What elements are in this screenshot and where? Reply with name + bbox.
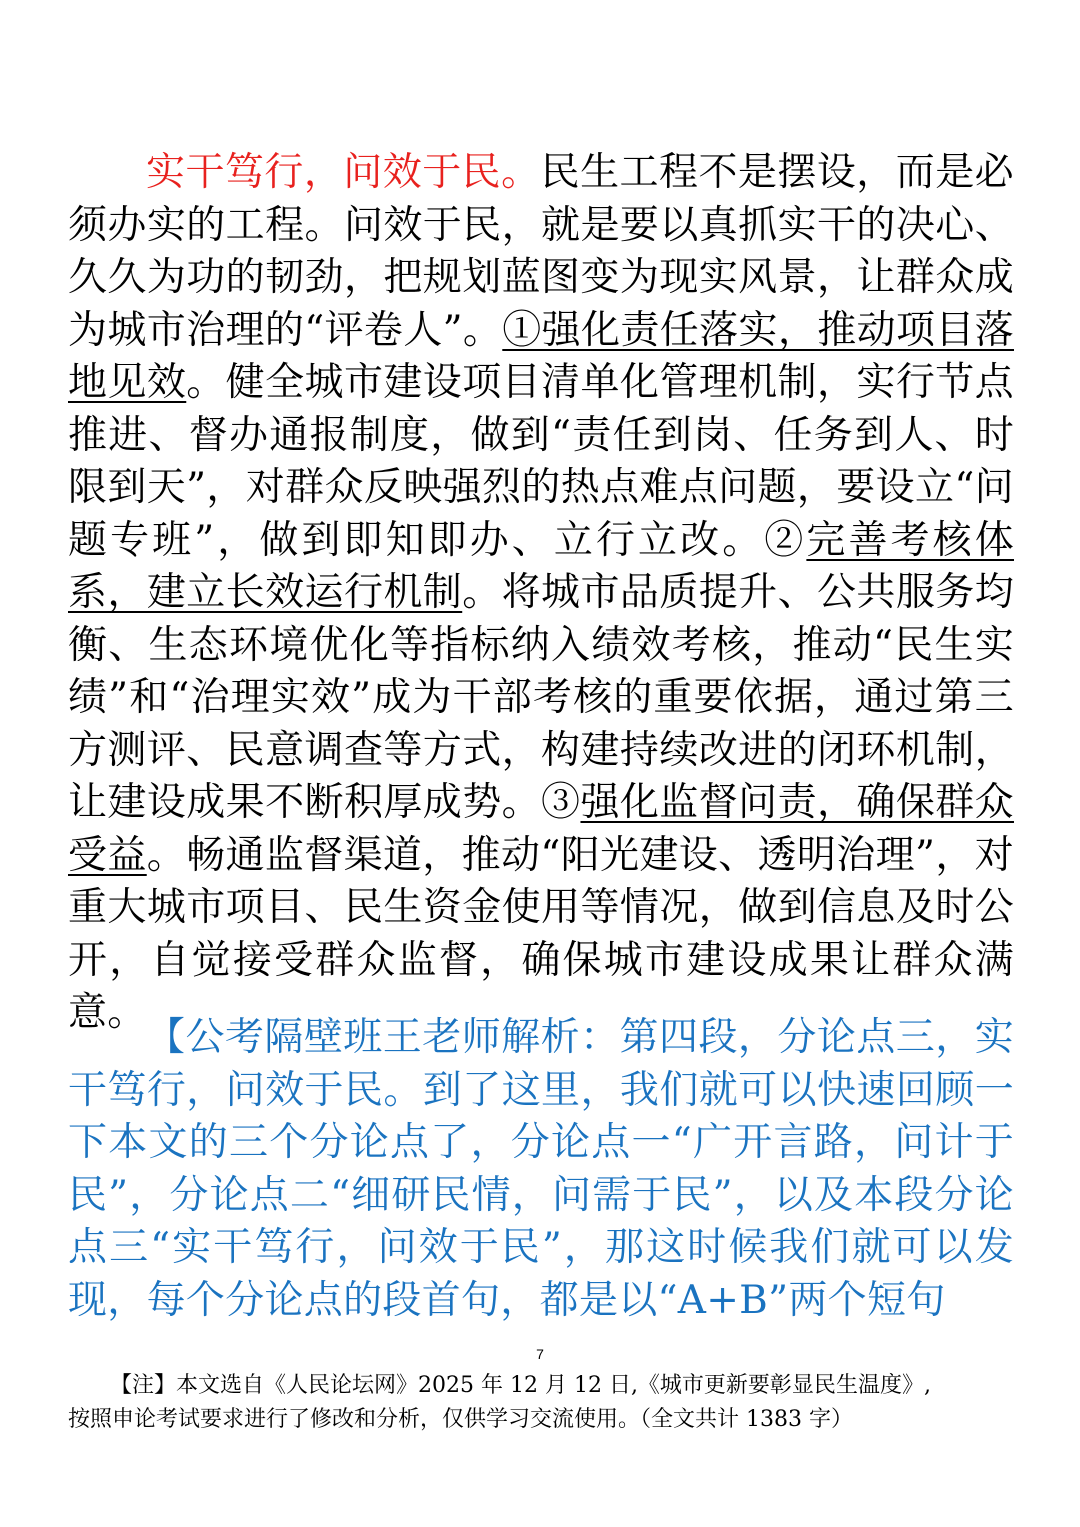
sub-point-1: ①强化责任落实，推动项目落地见效 <box>68 307 1014 405</box>
body-text: 。将城市品质提升、公共服务均衡、生态环境优化等指标纳入绩效考核，推动“民生实绩”和“治理实效”成为干部考核的重要依据，通过第三方测评、民意调查等方式，构建持续改进的闭环机制，让建设成果不断积厚成势。 <box>68 570 1014 825</box>
analysis-paragraph: 【公考隔壁班王老师解析：第四段，分论点三，实干笃行，问效于民。到了这里，我们就可以快速回顾一下本文的三个分论点了，分论点一“广开言路，问计于民”，分论点二“细研民情，问需于民”，以及本段分论点三“实干笃行，问效于民”，那这时候我们就可以发现，每个分论点的段首句，都是以“A+B”两个短句 <box>68 1015 1014 1323</box>
sub-point-3: 强化监督问责，确保群众受益 <box>68 780 1014 878</box>
footnote-line-1: 【注】本文选自《人民论坛网》2025 年 12 月 12 日,《城市更新要彰显民生温度》, <box>110 1373 931 1398</box>
body-paragraph <box>68 147 1014 1040</box>
sub-point-3-number: ③ <box>541 780 581 825</box>
body-text: 。健全城市建设项目清单化管理机制，实行节点推进、督办通报制度，做到“责任到岗、任务到人、时限到天”，对群众反映强烈的热点难点问题，要设立“问题专班”，做到即知即办、立行立改。 <box>68 360 1014 563</box>
body-text: 民生工程不是摆设，而是必须办实的工程。问效于民，就是要以真抓实干的决心、久久为功的韧劲，把规划蓝图变为现实风景，让群众成为城市治理的“评卷人”。 <box>68 150 1014 353</box>
section-lead-heading: 实干笃行，问效于民。 <box>146 150 541 195</box>
page-number: 7 <box>536 1346 544 1362</box>
sub-point-2: 完善考核体系，建立长效运行机制 <box>68 517 1014 615</box>
sub-point-2-number: ② <box>764 517 807 563</box>
body-text: 。畅通监督渠道，推动“阳光建设、透明治理”，对重大城市项目、民生资金使用等情况，做到信息及时公开，自觉接受群众监督，确保城市建设成果让群众满意。 <box>68 832 1014 1035</box>
footnote <box>68 1369 1028 1437</box>
footnote-line-2: 按照申论考试要求进行了修改和分析，仅供学习交流使用。（全文共计 1383 字） <box>68 1407 853 1432</box>
